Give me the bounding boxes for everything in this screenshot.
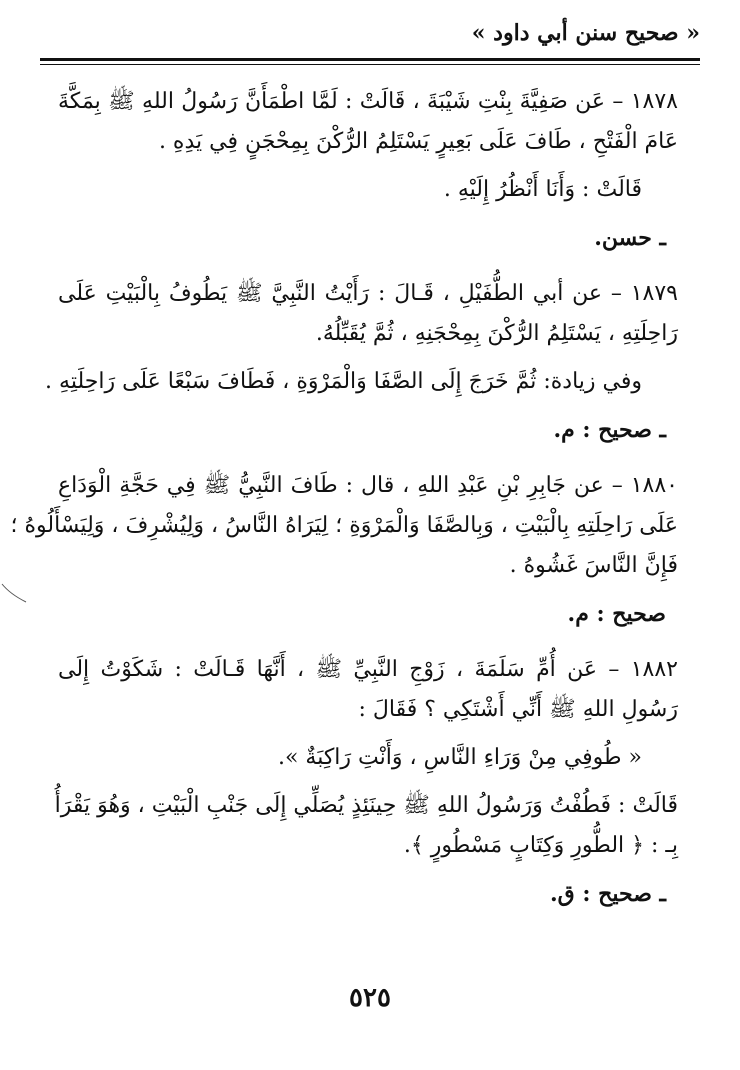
hadith-grade: ـ صحيح : ق. xyxy=(550,881,666,907)
hadith-text-line: ١٨٧٩ – عن أبي الطُّفَيْلِ ، قَـالَ : رَأَيْتُ النَّبِيَّ ﷺ يَطُوفُ بِالْبَيْتِ عَلَى xyxy=(58,281,678,306)
hadith-text-line: ١٨٧٨ – عَن صَفِيَّةَ بِنْتِ شَيْبَةَ ، قَالَتْ : لَمَّا اطْمَأَنَّ رَسُولُ اللهِ ﷺ بِمَكَّةَ xyxy=(58,89,678,114)
hadith-1879 xyxy=(45,274,678,450)
hadith-text-line: ١٨٨٢ – عَن أُمِّ سَلَمَةَ ، زَوْجِ النَّبِيِّ ﷺ ، أَنَّهَا قَـالَتْ : شَكَوْتُ إِلَى xyxy=(58,657,678,682)
hadith-text-line: رَسُولِ اللهِ ﷺ أَنِّي أَشْتَكِي ؟ فَقَالَ : xyxy=(358,697,678,722)
header-rule-thick xyxy=(40,58,700,61)
hadith-grade: ـ صحيح : م. xyxy=(553,417,666,443)
hadith-extra-text: وفي زيادة: ثُمَّ خَرَجَ إِلَى الصَّفَا وَالْمَرْوَةِ ، فَطَافَ سَبْعًا عَلَى رَاحِلَتِهِ . xyxy=(45,369,642,394)
hadith-text-line: عَلَى رَاحِلَتِهِ بِالْبَيْتِ ، وَبِالصَّفَا وَالْمَرْوَةِ ؛ لِيَرَاهُ النَّاسُ ، وَلِيُشْرِفَ ، وَلِيَسْأَلُوهُ ؛ xyxy=(10,513,678,538)
hadith-text-line: عَامَ الْفَتْحِ ، طَافَ عَلَى بَعِيرٍ يَسْتَلِمُ الرُّكْنَ بِمِحْجَنٍ فِي يَدِهِ . xyxy=(158,129,678,154)
hadith-1880 xyxy=(10,466,678,634)
hadith-text-line: قَالَتْ : فَطُفْتُ وَرَسُولُ اللهِ ﷺ حِينَئِذٍ يُصَلِّي إِلَى جَنْبِ الْبَيْتِ ، وَهُوَ يَقْرَأُ xyxy=(54,793,678,818)
hadith-quote: « طُوفِي مِنْ وَرَاءِ النَّاسِ ، وَأَنْتِ رَاكِبَةٌ ». xyxy=(277,745,642,770)
hadith-text-line: بِـ : ﴿ الطُّورِ وَكِتَابٍ مَسْطُورٍ ﴾. xyxy=(403,833,678,858)
hadith-text-line: ١٨٨٠ – عن جَابِرِ بْنِ عَبْدِ اللهِ ، قال : طَافَ النَّبِيُّ ﷺ فِي حَجَّةِ الْوَدَاعِ xyxy=(58,473,678,498)
scan-mark xyxy=(0,580,28,608)
hadith-1882 xyxy=(54,650,678,914)
page-number: ٥٢٥ xyxy=(349,983,391,1013)
book-title: « صحيح سنن أبي داود » xyxy=(471,20,700,46)
hadith-grade: ـ حسن. xyxy=(594,225,666,251)
hadith-extra-text: قَالَتْ : وَأَنَا أَنْظُرُ إِلَيْهِ . xyxy=(443,177,642,202)
hadith-text-line: رَاحِلَتِهِ ، يَسْتَلِمُ الرُّكْنَ بِمِحْجَنِهِ ، ثُمَّ يُقَبِّلُهُ. xyxy=(315,321,678,346)
header-rule-thin xyxy=(40,64,700,65)
hadith-grade: صحيح : م. xyxy=(567,601,666,627)
page-body xyxy=(10,82,678,930)
running-header xyxy=(40,18,700,68)
hadith-text-line: فَإِنَّ النَّاسَ غَشُوهُ . xyxy=(509,553,678,578)
hadith-1878 xyxy=(58,82,678,258)
